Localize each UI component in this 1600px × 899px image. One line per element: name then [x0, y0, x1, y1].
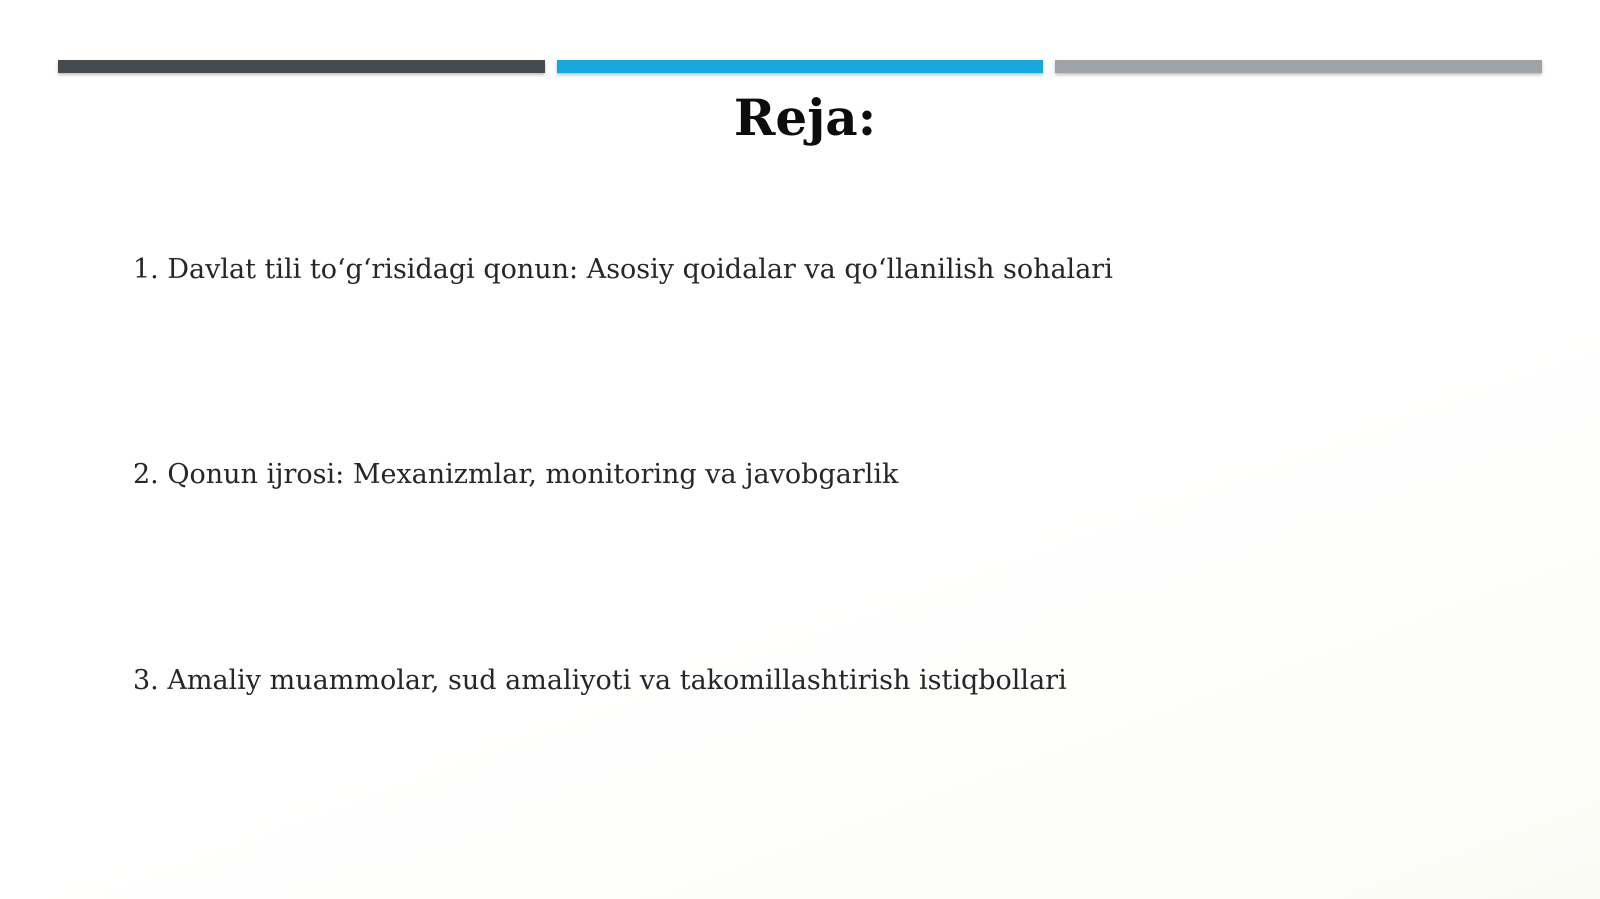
accent-bar-blue	[557, 60, 1043, 73]
slide-title: Reja:	[733, 88, 877, 147]
list-item: 1. Davlat tili to‘g‘risidagi qonun: Asosiy qoidalar va qo‘llanilish sohalari	[133, 254, 1113, 285]
accent-bar-gray	[1055, 60, 1542, 73]
list-item: 2. Qonun ijrosi: Mexanizmlar, monitoring va javobgarlik	[133, 459, 899, 490]
accent-bar-dark	[58, 60, 545, 73]
list-item: 3. Amaliy muammolar, sud amaliyoti va takomillashtirish istiqbollari	[133, 665, 1067, 696]
